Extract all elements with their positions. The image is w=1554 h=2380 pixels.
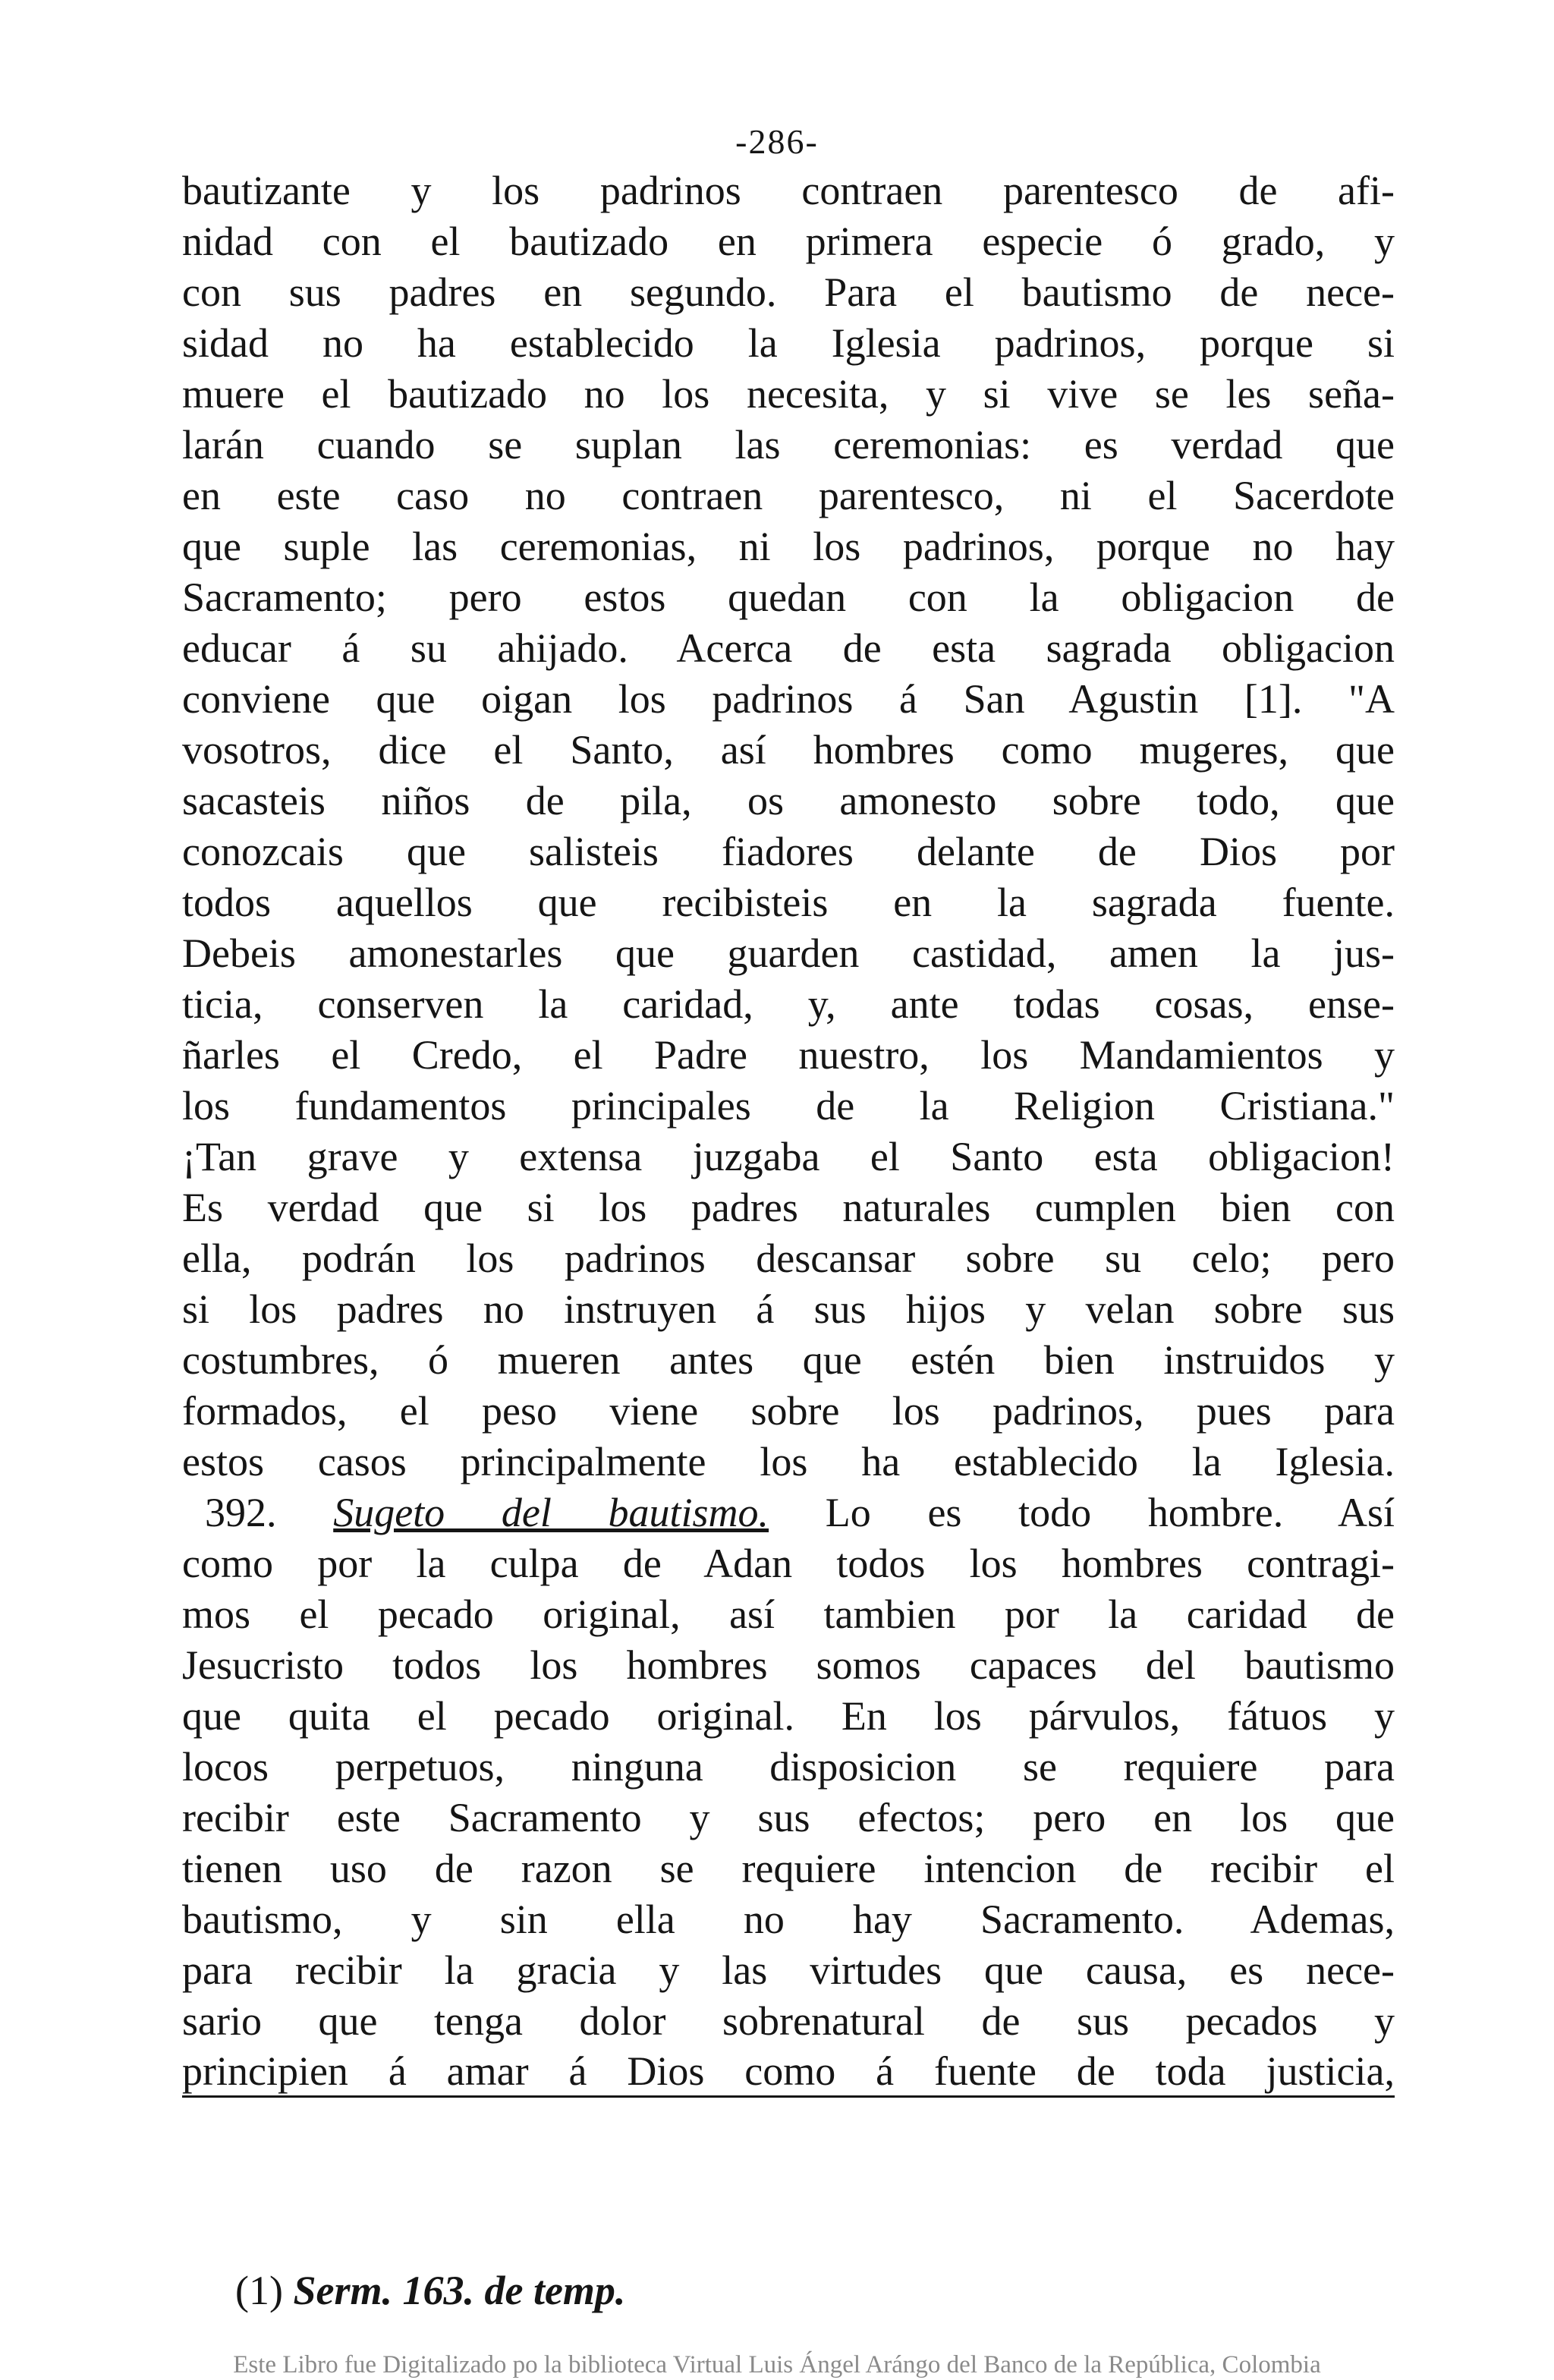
section-heading-line xyxy=(182,1488,1395,1538)
text-line: con sus padres en segundo. Para el bautismo de nece- xyxy=(182,269,1395,315)
text-line: conviene que oigan los padrinos á San Agustin [1]. "A xyxy=(182,676,1395,722)
footnote-ref: (1) xyxy=(235,2268,283,2313)
text-line: Debeis amonestarles que guarden castidad, amen la jus- xyxy=(182,930,1395,976)
text-line: que quita el pecado original. En los párvulos, fátuos y xyxy=(182,1693,1395,1739)
text-line: tienen uso de razon se requiere intencion de recibir el xyxy=(182,1846,1395,1891)
text-line: todos aquellos que recibisteis en la sagrada fuente. xyxy=(182,880,1395,925)
text-line: estos casos principalmente los ha establecido la Iglesia. xyxy=(182,1439,1395,1484)
body-text xyxy=(182,165,1395,2098)
digitization-note: Este Libro fue Digitalizado po la biblioteca Virtual Luis Ángel Arángo del Banco de la República, Colombia xyxy=(233,2351,1321,2378)
text-line: mos el pecado original, así tambien por la caridad de xyxy=(182,1591,1395,1637)
text-line: formados, el peso viene sobre los padrinos, pues para xyxy=(182,1388,1395,1434)
text-line: locos perpetuos, ninguna disposicion se requiere para xyxy=(182,1744,1395,1790)
footnote-citation: Serm. 163. de temp. xyxy=(293,2268,626,2313)
text-line: ella, podrán los padrinos descansar sobre su celo; pero xyxy=(182,1236,1395,1281)
text-line: Jesucristo todos los hombres somos capaces del bautismo xyxy=(182,1642,1395,1688)
text-line: Sacramento; pero estos quedan con la obligacion de xyxy=(182,575,1395,620)
footnote xyxy=(235,2268,625,2313)
text-line: educar á su ahijado. Acerca de esta sagrada obligacion xyxy=(182,625,1395,671)
text-line: sacasteis niños de pila, os amonesto sobre todo, que xyxy=(182,778,1395,823)
text-line: que suple las ceremonias, ni los padrinos, porque no hay xyxy=(182,524,1395,569)
text-line: nidad con el bautizado en primera especie ó grado, y xyxy=(182,219,1395,264)
text-line: los fundamentos principales de la Religion Cristiana." xyxy=(182,1083,1395,1129)
text-line: vosotros, dice el Santo, así hombres como mugeres, que xyxy=(182,727,1395,773)
text-line: conozcais que salisteis fiadores delante de Dios por xyxy=(182,829,1395,874)
section-title: Sugeto del bautismo. xyxy=(333,1490,769,1535)
text-line: larán cuando se suplan las ceremonias: es verdad que xyxy=(182,422,1395,468)
text-line: sario que tenga dolor sobrenatural de sus pecados y xyxy=(182,1998,1395,2044)
text-line: muere el bautizado no los necesita, y si vive se les seña- xyxy=(182,371,1395,417)
text-line: sidad no ha establecido la Iglesia padrinos, porque si xyxy=(182,320,1395,366)
text-line: recibir este Sacramento y sus efectos; pero en los que xyxy=(182,1795,1395,1840)
text-line: en este caso no contraen parentesco, ni el Sacerdote xyxy=(182,473,1395,518)
text-line: Es verdad que si los padres naturales cumplen bien con xyxy=(182,1185,1395,1230)
section-number: 392. xyxy=(205,1490,334,1535)
text-line: costumbres, ó mueren antes que estén bien instruidos y xyxy=(182,1337,1395,1383)
text-line: bautismo, y sin ella no hay Sacramento. Ademas, xyxy=(182,1897,1395,1942)
text-line: para recibir la gracia y las virtudes que causa, es nece- xyxy=(182,1947,1395,1993)
text-line: bautizante y los padrinos contraen parentesco de afi- xyxy=(182,168,1395,213)
text-line: ¡Tan grave y extensa juzgaba el Santo esta obligacion! xyxy=(182,1134,1395,1179)
section-text: Lo es todo hombre. Así xyxy=(769,1490,1395,1535)
page-number: -286- xyxy=(735,122,819,161)
text-line-footnote-rule: principien á amar á Dios como á fuente de toda justicia, xyxy=(182,2047,1395,2098)
text-line: como por la culpa de Adan todos los hombres contragi- xyxy=(182,1541,1395,1586)
text-line: si los padres no instruyen á sus hijos y velan sobre sus xyxy=(182,1286,1395,1332)
text-line: ñarles el Credo, el Padre nuestro, los Mandamientos y xyxy=(182,1032,1395,1078)
text-line: ticia, conserven la caridad, y, ante todas cosas, ense- xyxy=(182,981,1395,1027)
